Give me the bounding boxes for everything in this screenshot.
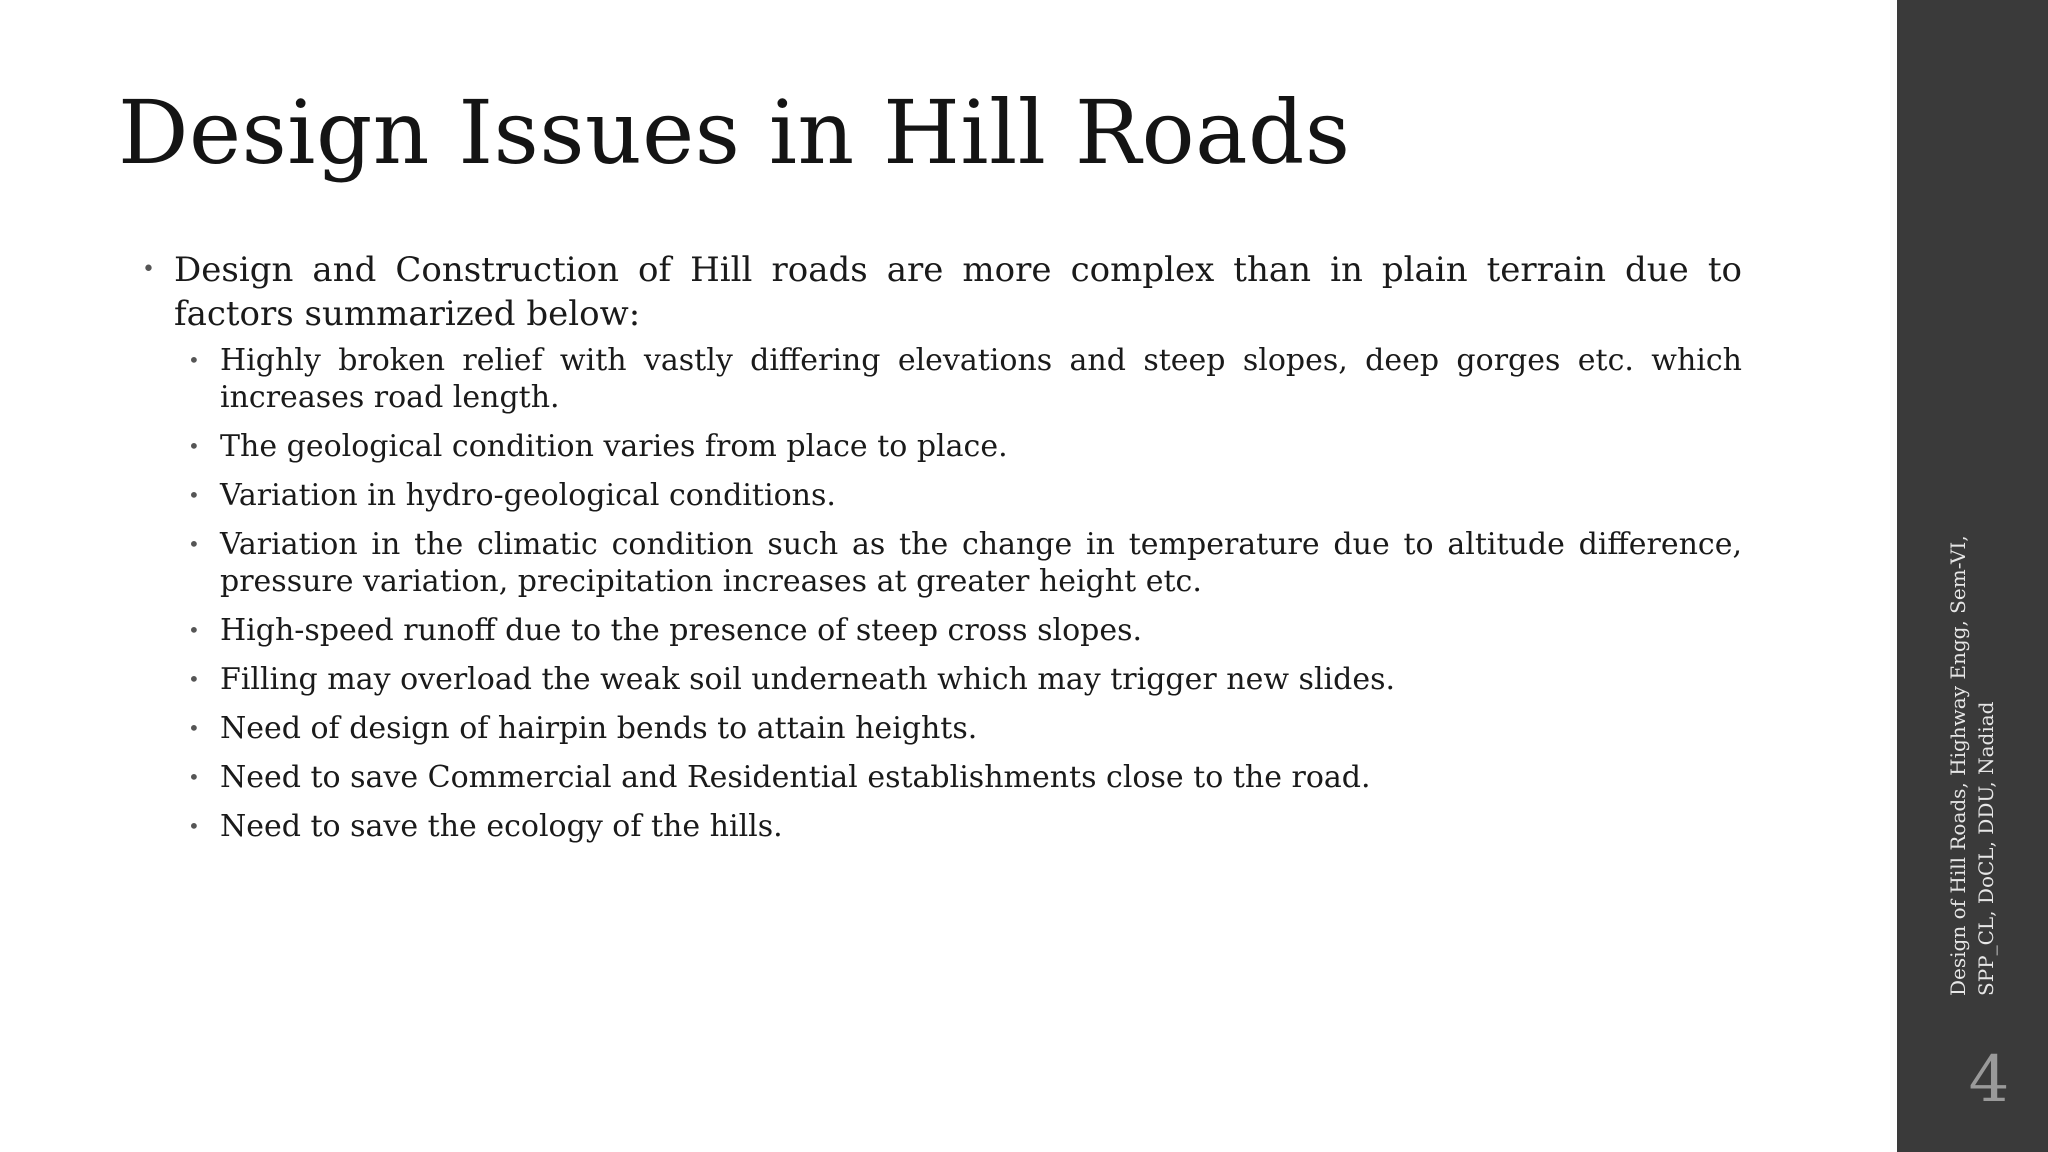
sub-bullet	[184, 526, 1742, 600]
sub-bullet-text: Variation in hydro-geological conditions.	[220, 478, 836, 513]
sub-bullet-text: The geological condition varies from place to place.	[220, 429, 1008, 464]
sub-bullet-text: Filling may overload the weak soil underneath which may trigger new slides.	[220, 662, 1396, 697]
sub-bullet-text: Need to save the ecology of the hills.	[220, 809, 783, 844]
sub-bullet-list	[138, 342, 1742, 845]
sub-bullet	[184, 428, 1742, 465]
sub-bullet-text: Highly broken relief with vastly differing elevations and steep slopes, deep gorges etc. which increases road length.	[220, 343, 1742, 415]
bullet-icon: •	[188, 814, 200, 838]
bullet-icon: •	[188, 716, 200, 740]
sub-bullet-text: Need to save Commercial and Residential establishments close to the road.	[220, 760, 1371, 795]
page-number: 4	[1968, 1043, 2010, 1117]
sub-bullet-text: High-speed runoff due to the presence of steep cross slopes.	[220, 613, 1143, 648]
slide-title: Design Issues in Hill Roads	[118, 81, 1351, 184]
bullet-icon: •	[188, 483, 200, 507]
sub-bullet	[184, 342, 1742, 416]
bullet-icon: •	[188, 348, 200, 372]
bullet-icon: •	[188, 434, 200, 458]
sub-bullet	[184, 477, 1742, 514]
slide-content	[138, 248, 1742, 857]
sub-bullet	[184, 612, 1742, 649]
footer-line-2: SPP_CL, DoCL, DDU, Nadiad	[1974, 701, 1998, 996]
main-bullet-text: Design and Construction of Hill roads are more complex than in plain terrain due to factors summarized below:	[174, 250, 1742, 334]
main-bullet	[138, 248, 1742, 336]
bullet-icon: •	[188, 532, 200, 556]
sub-bullet-text: Variation in the climatic condition such as the change in temperature due to altitude difference, pressure variation, precipitation increases at greater height etc.	[220, 527, 1742, 599]
sub-bullet	[184, 710, 1742, 747]
bullet-icon: •	[142, 257, 155, 282]
sub-bullet-text: Need of design of hairpin bends to attain heights.	[220, 711, 978, 746]
bullet-icon: •	[188, 618, 200, 642]
sub-bullet	[184, 661, 1742, 698]
sub-bullet	[184, 808, 1742, 845]
footer-line-1: Design of Hill Roads, Highway Engg, Sem-VI,	[1946, 535, 1970, 996]
bullet-icon: •	[188, 765, 200, 789]
sub-bullet	[184, 759, 1742, 796]
footer-text	[1944, 535, 2000, 996]
bullet-icon: •	[188, 667, 200, 691]
